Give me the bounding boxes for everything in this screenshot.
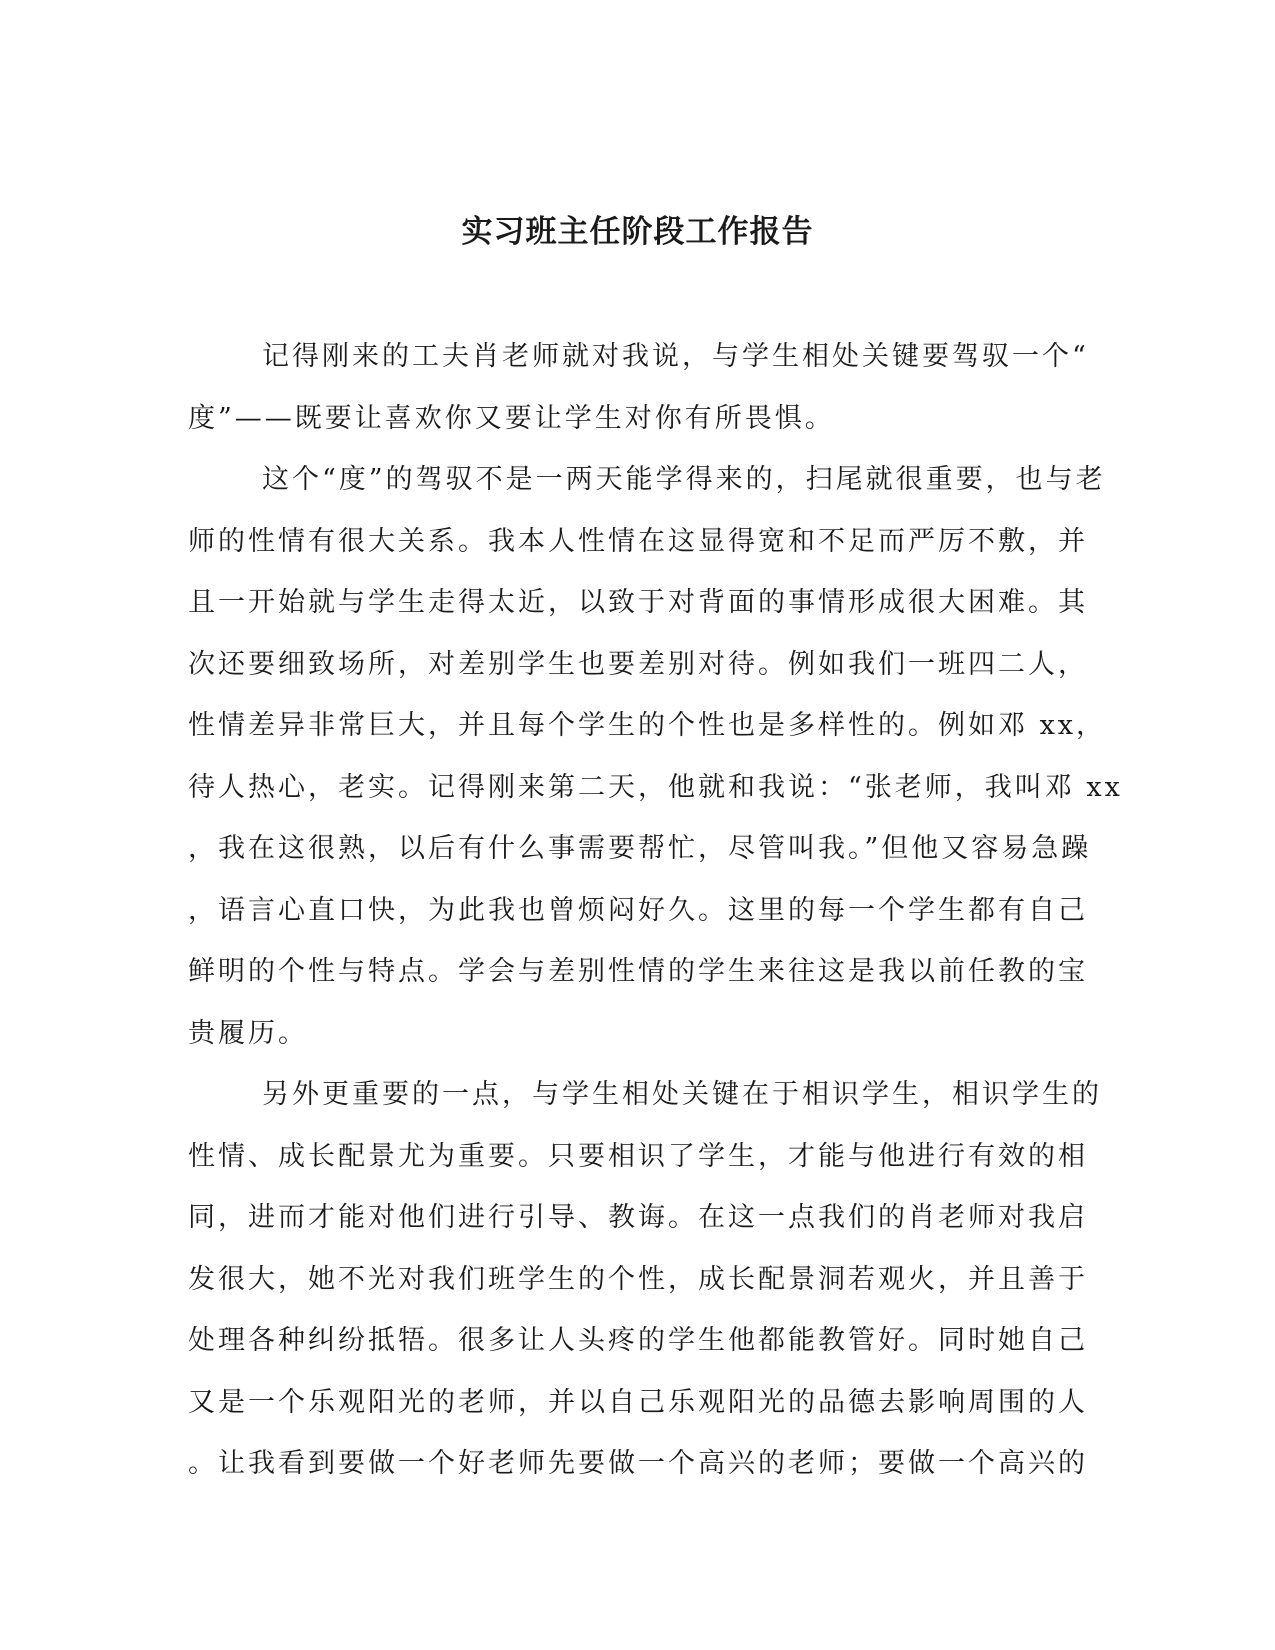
text-line: ，我在这很熟，以后有什么事需要帮忙，尽管叫我。”但他又容易急躁 xyxy=(188,833,1092,864)
text-line: 同，进而才能对他们进行引导、教诲。在这一点我们的肖老师对我启 xyxy=(188,1202,1088,1233)
text-line: 发很大，她不光对我们班学生的个性，成长配景洞若观火，并且善于 xyxy=(188,1263,1088,1295)
text-line: ，语言心直口快，为此我也曾烦闷好久。这里的每一个学生都有自己 xyxy=(188,894,1088,926)
text-line: 且一开始就与学生走得太近，以致于对背面的事情形成很大困难。其 xyxy=(188,587,1088,618)
document-body xyxy=(188,326,1123,1495)
text-line: 鲜明的个性与特点。学会与差别性情的学生来往这是我以前任教的宝 xyxy=(188,956,1088,987)
text-line: 待人热心，老实。记得刚来第二天，他就和我说：“张老师，我叫邓 xx xyxy=(188,771,1123,803)
text-line: 度”——既要让喜欢你又要让学生对你有所畏惧。 xyxy=(188,402,835,434)
document-title: 实习班主任阶段工作报告 xyxy=(461,214,814,250)
text-line: 又是一个乐观阳光的老师，并以自己乐观阳光的品德去影响周围的人 xyxy=(188,1386,1088,1418)
text-line: 另外更重要的一点，与学生相处关键在于相识学生，相识学生的 xyxy=(262,1079,1102,1110)
text-line: 贵履历。 xyxy=(188,1017,308,1049)
text-line: 性情、成长配景尤为重要。只要相识了学生，才能与他进行有效的相 xyxy=(188,1140,1088,1172)
text-line: 处理各种纠纷抵牾。很多让人头疼的学生他都能教管好。同时她自己 xyxy=(188,1325,1088,1356)
text-line: 记得刚来的工夫肖老师就对我说，与学生相处关键要驾驭一个“ xyxy=(262,341,1089,372)
text-line: 。让我看到要做一个好老师先要做一个高兴的老师；要做一个高兴的 xyxy=(188,1448,1088,1479)
text-line: 次还要细致场所，对差别学生也要差别对待。例如我们一班四二人， xyxy=(188,648,1088,680)
text-line: 师的性情有很大关系。我本人性情在这显得宽和不足而严厉不敷，并 xyxy=(188,525,1088,557)
text-line: 性情差异非常巨大，并且每个学生的个性也是多样性的。例如邓 xx， xyxy=(188,710,1107,741)
text-line: 这个“度”的驾驭不是一两天能学得来的，扫尾就很重要，也与老 xyxy=(262,464,1106,495)
